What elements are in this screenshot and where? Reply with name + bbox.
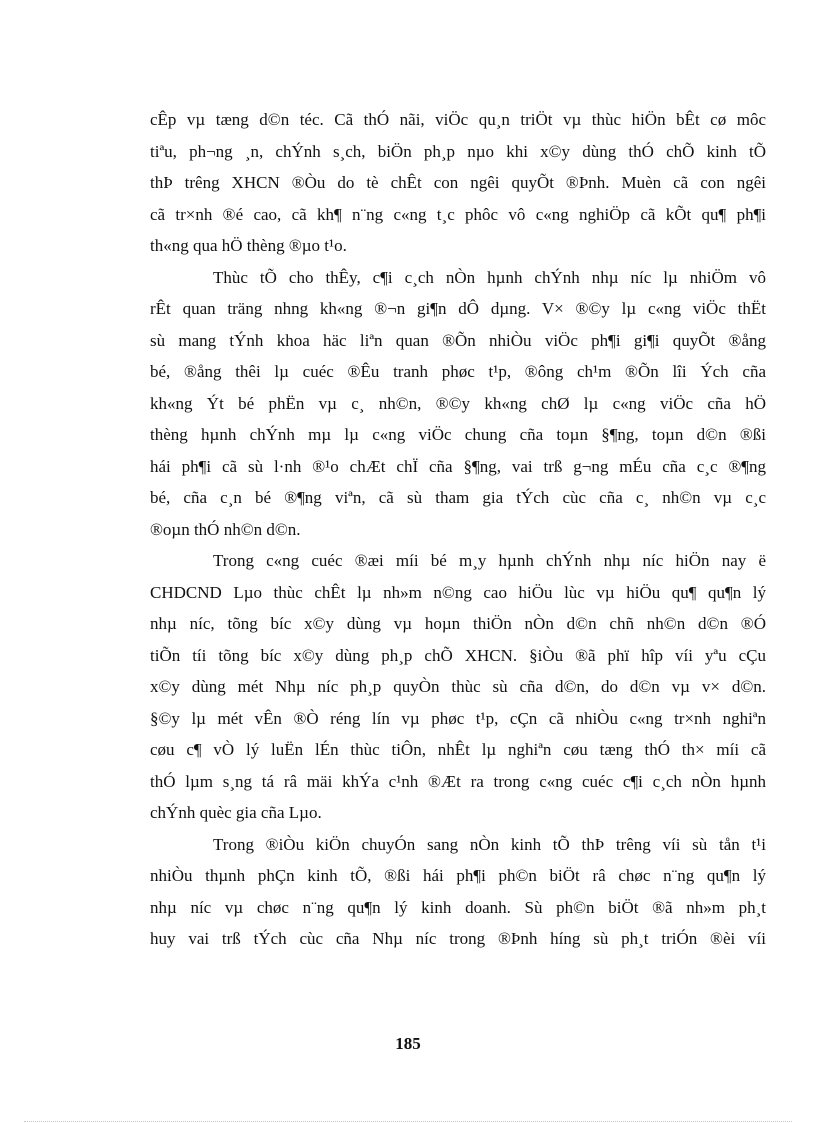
page-bottom-border [24, 1121, 792, 1122]
paragraph [150, 829, 766, 955]
text-line: th«ng qua hÖ thèng ®µo t¹o. [150, 236, 347, 255]
text-line: Trong ®iÒu kiÖn chuyÓn sang nÒn kinh tÕ thÞ trêng víi sù tån t¹i [213, 834, 766, 854]
text-line: kh«ng Ýt bé phËn vµ c¸ nh©n, ®©y kh«ng chØ lµ c«ng viÖc cña hÖ [150, 393, 766, 413]
text-line: CHDCND Lµo thùc chÊt lµ nh»m n©ng cao hiÖu lùc vµ hiÖu qu¶ qu¶n lý [150, 582, 766, 602]
text-line: nhµ níc vµ chøc n¨ng qu¶n lý kinh doanh. Sù ph©n biÖt ®ã nh»m ph¸t [150, 897, 766, 917]
text-line: nhµ níc, tõng bíc x©y dùng vµ hoµn thiÖn nÒn d©n chñ nh©n d©n ®Ó [150, 614, 766, 633]
paragraph [150, 545, 766, 829]
text-line: Thùc tÕ cho thÊy, c¶i c¸ch nÒn hµnh chÝnh nhµ níc lµ nhiÖm vô [213, 267, 766, 287]
text-line: Trong c«ng cuéc ®æi míi bé m¸y hµnh chÝnh nhµ níc hiÖn nay ë [213, 551, 766, 570]
text-line: hái ph¶i cã sù l·nh ®¹o chÆt chÏ cña §¶ng, vai trß g¬ng mÉu cña c¸c ®¶ng [150, 456, 766, 476]
text-line: cøu c¶ vÒ lý luËn lÉn thùc tiÔn, nhÊt lµ nghiªn cøu tæng thÓ th× míi cã [150, 740, 766, 759]
text-line: chÝnh quèc gia cña Lµo. [150, 803, 322, 822]
text-line: x©y dùng mét Nhµ níc ph¸p quyÒn thùc sù cña d©n, do d©n vµ v× d©n. [150, 677, 766, 696]
text-line: bé, cña c¸n bé ®¶ng viªn, cã sù tham gia tÝch cùc cña c¸ nh©n vµ c¸c [150, 488, 766, 507]
text-line: cã tr×nh ®é cao, cã kh¶ n¨ng c«ng t¸c phôc vô c«ng nghiÖp cã kÕt qu¶ ph¶i [150, 204, 766, 224]
text-line: sù mang tÝnh khoa häc liªn quan ®Õn nhiÒu viÖc ph¶i gi¶i quyÕt ®ång [150, 330, 766, 350]
text-line: rÊt quan träng nhng kh«ng ®¬n gi¶n dÔ dµng. V× ®©y lµ c«ng viÖc thËt [150, 299, 766, 318]
page-number: 185 [395, 1034, 421, 1053]
text-line: tiªu, ph¬ng ¸n, chÝnh s¸ch, biÖn ph¸p nµo khi x©y dùng thÓ chÕ kinh tÕ [150, 141, 766, 161]
body-text [150, 104, 766, 955]
text-line: §©y lµ mét vÊn ®Ò réng lín vµ phøc t¹p, cÇn cã nhiÒu c«ng tr×nh nghiªn [150, 708, 766, 728]
text-line: cÊp vµ tæng d©n téc. Cã thÓ nãi, viÖc qu¸n triÖt vµ thùc hiÖn bÊt cø môc [150, 110, 766, 129]
text-line: ®oµn thÓ nh©n d©n. [150, 519, 301, 539]
paragraph [150, 262, 766, 546]
text-line: thÞ trêng XHCN ®Òu do tè chÊt con ngêi quyÕt ®Þnh. Muèn cã con ngêi [150, 173, 766, 192]
text-line: thèng hµnh chÝnh mµ lµ c«ng viÖc chung cña toµn §¶ng, toµn d©n ®ßi [150, 425, 766, 444]
text-line: bé, ®ång thêi lµ cuéc ®Êu tranh phøc t¹p, ®ông ch¹m ®Õn lîi Ých cña [150, 362, 766, 381]
text-line: huy vai trß tÝch cùc cña Nhµ níc trong ®Þnh híng sù ph¸t triÓn ®èi víi [150, 929, 766, 948]
paragraph [150, 104, 766, 262]
text-line: nhiÒu thµnh phÇn kinh tÕ, ®ßi hái ph¶i ph©n biÖt râ chøc n¨ng qu¶n lý [150, 866, 766, 885]
text-line: thÓ lµm s¸ng tá râ mäi khÝa c¹nh ®Æt ra trong c«ng cuéc c¶i c¸ch nÒn hµnh [150, 771, 766, 791]
text-line: tiÕn tíi tõng bíc x©y dùng ph¸p chÕ XHCN. §iÒu ®ã phï hîp víi yªu cÇu [150, 645, 766, 665]
